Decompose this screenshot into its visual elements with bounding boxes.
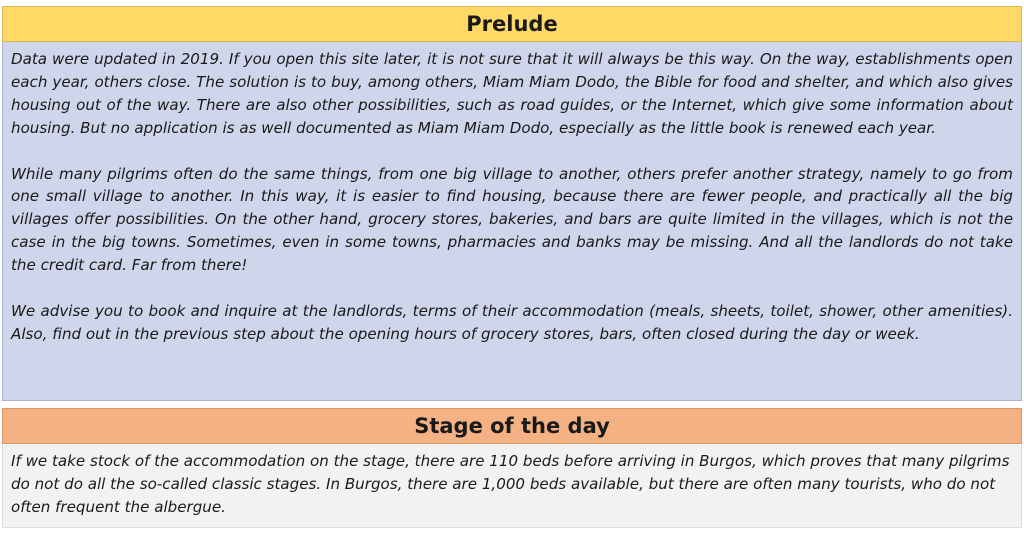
section-gap — [2, 401, 1022, 408]
stage-header — [2, 408, 1022, 444]
prelude-paragraph-3: We advise you to book and inquire at the landlords, terms of their accommodation (meals, sheets, toilet, shower, other amenities). Also, find out in the previous step about the opening hours of grocery stores, bars, often closed during the day or week. — [11, 301, 1013, 343]
prelude-header — [2, 6, 1022, 42]
prelude-paragraph-2: While many pilgrims often do the same things, from one big village to another, others prefer another strategy, namely to go from one small village to another. In this way, it is easier to find housing, because there are fewer people, and practically all the big villages offer possibilities. On the other hand, grocery stores, bakeries, and bars are quite limited in the villages, which is not the case in the big towns. Sometimes, even in some towns, pharmacies and banks may be missing. And all the landlords do not take the credit card. Far from there! — [11, 164, 1013, 275]
prelude-paragraph-1: Data were updated in 2019. If you open this site later, it is not sure that it will always be this way. On the way, establishments open each year, others close. The solution is to buy, among others, Miam Miam Dodo, the Bible for food and shelter, and which also gives housing out of the way. There are also other possibilities, such as road guides, or the Internet, which give some information about housing. But no application is as well documented as Miam Miam Dodo, especially as the little book is renewed each year. — [11, 50, 1013, 137]
page — [0, 6, 1024, 542]
stage-title: Stage of the day — [414, 414, 610, 438]
prelude-title: Prelude — [466, 12, 558, 36]
stage-body — [2, 444, 1022, 528]
stage-paragraph-1: If we take stock of the accommodation on the stage, there are 110 beds before arriving in Burgos, which proves that many pilgrims do not do all the so-called classic stages. In Burgos, there are 1,000 beds available, but there are often many tourists, who do not often frequent the albergue. — [11, 452, 1010, 516]
prelude-body — [2, 42, 1022, 401]
